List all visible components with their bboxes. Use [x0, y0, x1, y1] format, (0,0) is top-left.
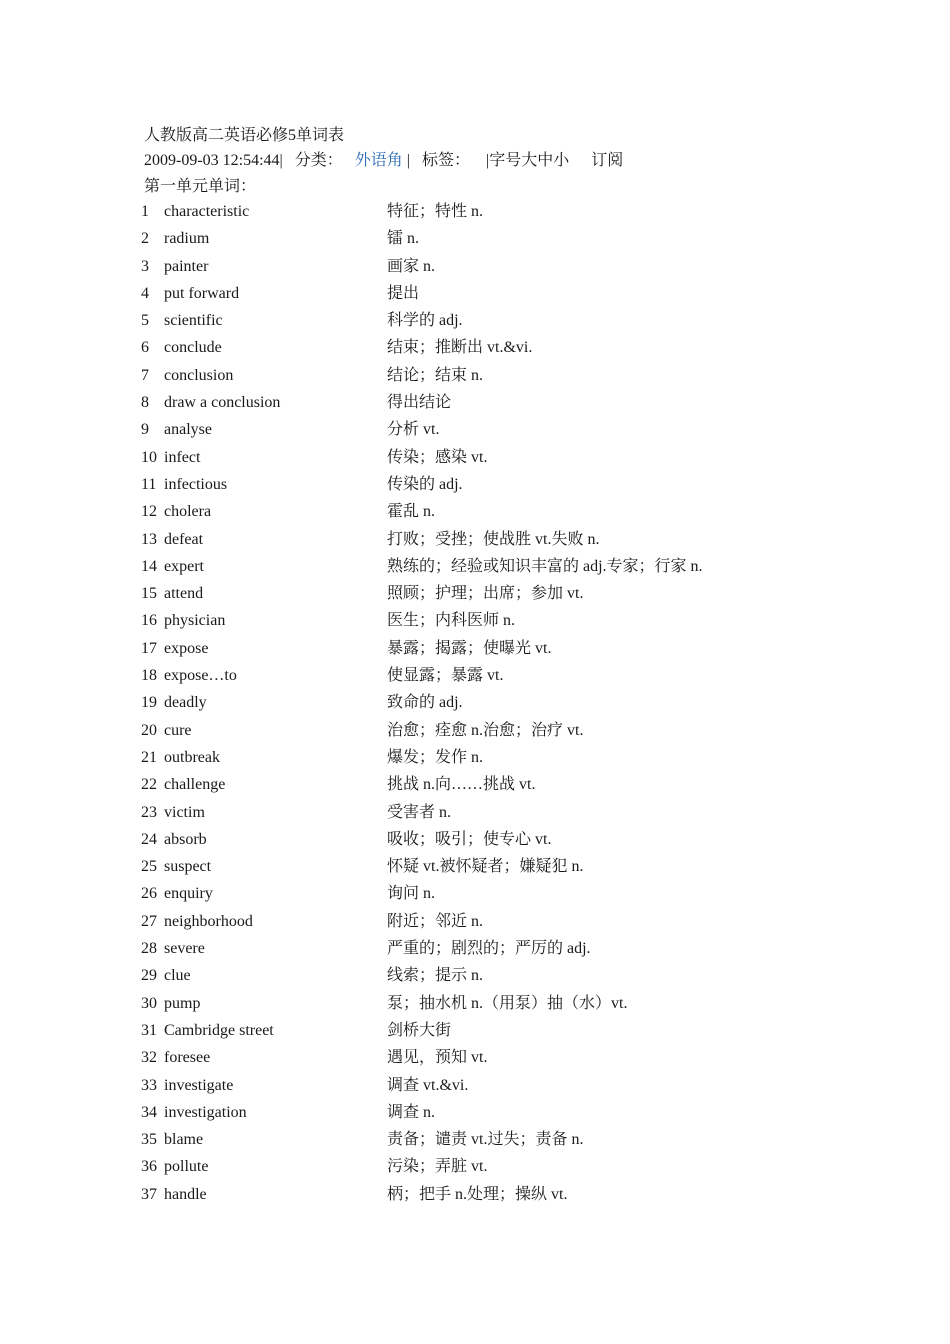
- word-row: [141, 775, 841, 802]
- word-number: 6: [141, 339, 149, 357]
- english-word: expose…to: [164, 667, 237, 685]
- word-row: [141, 939, 841, 966]
- english-word: physician: [164, 612, 226, 630]
- chinese-definition: 结束；推断出 vt.&vi.: [387, 339, 533, 357]
- word-row: [141, 584, 841, 611]
- document-title: 人教版高二英语必修5单词表: [144, 127, 345, 144]
- word-row: [141, 475, 841, 502]
- english-word: challenge: [164, 776, 226, 794]
- word-number: 20: [141, 721, 157, 739]
- word-row: [141, 1021, 841, 1048]
- word-row: [141, 1185, 841, 1212]
- word-number: 29: [141, 967, 157, 985]
- word-number: 21: [141, 748, 157, 766]
- english-word: defeat: [164, 530, 204, 548]
- english-word: suspect: [164, 858, 212, 876]
- chinese-definition: 线索；提示 n.: [387, 967, 484, 985]
- chinese-definition: 严重的；剧烈的；严厉的 adj.: [387, 940, 591, 958]
- english-word: analyse: [164, 421, 212, 439]
- chinese-definition: 暴露；揭露；使曝光 vt.: [387, 639, 552, 657]
- word-number: 19: [141, 694, 157, 712]
- word-number: 24: [141, 830, 157, 848]
- word-number: 37: [141, 1185, 157, 1203]
- word-number: 12: [141, 503, 157, 521]
- english-word: pump: [164, 994, 201, 1012]
- word-number: 16: [141, 612, 157, 630]
- word-number: 27: [141, 912, 157, 930]
- chinese-definition: 剑桥大街: [387, 1021, 452, 1039]
- meta-separator: |: [279, 152, 283, 169]
- word-list: [141, 202, 841, 1212]
- word-row: [141, 639, 841, 666]
- word-number: 10: [141, 448, 157, 466]
- word-number: 13: [141, 530, 157, 548]
- chinese-definition: 画家 n.: [387, 257, 436, 275]
- chinese-definition: 治愈；痊愈 n.治愈；治疗 vt.: [387, 721, 584, 739]
- chinese-definition: 医生；内科医师 n.: [387, 612, 516, 630]
- word-number: 22: [141, 776, 157, 794]
- chinese-definition: 污染；弄脏 vt.: [387, 1158, 488, 1176]
- subscribe-link[interactable]: 订阅: [591, 152, 624, 169]
- english-word: foresee: [164, 1049, 211, 1067]
- chinese-definition: 提出: [387, 284, 420, 302]
- word-number: 11: [141, 475, 157, 493]
- english-word: characteristic: [164, 203, 250, 220]
- word-row: [141, 1076, 841, 1103]
- word-row: [141, 611, 841, 638]
- chinese-definition: 镭 n.: [387, 230, 420, 248]
- english-word: infectious: [164, 475, 228, 493]
- word-row: [141, 693, 841, 720]
- chinese-definition: 受害者 n.: [387, 803, 452, 821]
- english-word: infect: [164, 448, 201, 466]
- word-row: [141, 229, 841, 256]
- font-size-controls[interactable]: |字号大中小: [486, 152, 570, 169]
- chinese-definition: 爆发；发作 n.: [387, 748, 484, 766]
- chinese-definition: 怀疑 vt.被怀疑者；嫌疑犯 n.: [387, 858, 584, 876]
- chinese-definition: 挑战 n.向……挑战 vt.: [387, 776, 536, 794]
- tags-label: 标签：: [421, 152, 470, 169]
- english-word: expert: [164, 557, 204, 575]
- chinese-definition: 得出结论: [387, 394, 452, 412]
- word-number: 31: [141, 1021, 157, 1039]
- chinese-definition: 致命的 adj.: [387, 694, 463, 712]
- chinese-definition: 照顾；护理；出席；参加 vt.: [387, 585, 584, 603]
- chinese-definition: 科学的 adj.: [387, 312, 463, 330]
- word-row: [141, 966, 841, 993]
- word-row: [141, 1103, 841, 1130]
- word-number: 30: [141, 994, 157, 1012]
- post-meta: [144, 151, 623, 171]
- word-number: 15: [141, 585, 157, 603]
- english-word: severe: [164, 940, 205, 958]
- word-number: 4: [141, 284, 149, 302]
- english-word: investigation: [164, 1103, 247, 1121]
- chinese-definition: 泵；抽水机 n.（用泵）抽（水）vt.: [387, 994, 628, 1012]
- word-row: [141, 748, 841, 775]
- word-number: 32: [141, 1049, 157, 1067]
- category-link[interactable]: 外语角: [354, 152, 403, 169]
- word-row: [141, 721, 841, 748]
- word-number: 36: [141, 1158, 157, 1176]
- english-word: victim: [164, 803, 205, 821]
- chinese-definition: 分析 vt.: [387, 421, 440, 439]
- word-number: 23: [141, 803, 157, 821]
- word-row: [141, 994, 841, 1021]
- chinese-definition: 特征；特性 n.: [387, 203, 484, 220]
- chinese-definition: 霍乱 n.: [387, 503, 436, 521]
- english-word: clue: [164, 967, 191, 985]
- word-row: [141, 666, 841, 693]
- chinese-definition: 使显露；暴露 vt.: [387, 667, 504, 685]
- word-row: [141, 202, 841, 229]
- chinese-definition: 柄；把手 n.处理；操纵 vt.: [387, 1185, 568, 1203]
- word-number: 14: [141, 557, 157, 575]
- english-word: cholera: [164, 503, 212, 521]
- word-row: [141, 257, 841, 284]
- word-row: [141, 557, 841, 584]
- english-word: scientific: [164, 312, 223, 330]
- english-word: deadly: [164, 694, 207, 712]
- chinese-definition: 吸收；吸引；使专心 vt.: [387, 830, 552, 848]
- chinese-definition: 传染的 adj.: [387, 475, 463, 493]
- word-row: [141, 1157, 841, 1184]
- word-number: 34: [141, 1103, 157, 1121]
- chinese-definition: 调查 vt.&vi.: [387, 1076, 469, 1094]
- english-word: painter: [164, 257, 209, 275]
- word-number: 33: [141, 1076, 157, 1094]
- word-row: [141, 284, 841, 311]
- word-number: 3: [141, 257, 149, 275]
- word-row: [141, 420, 841, 447]
- word-number: 26: [141, 885, 157, 903]
- word-number: 25: [141, 858, 157, 876]
- word-row: [141, 857, 841, 884]
- category-label: 分类：: [294, 152, 343, 169]
- word-row: [141, 502, 841, 529]
- word-number: 18: [141, 667, 157, 685]
- chinese-definition: 调查 n.: [387, 1103, 436, 1121]
- word-number: 28: [141, 940, 157, 958]
- english-word: neighborhood: [164, 912, 253, 930]
- unit-heading: 第一单元单词：: [144, 178, 257, 195]
- word-row: [141, 366, 841, 393]
- word-number: 2: [141, 230, 149, 248]
- chinese-definition: 遇见，预知 vt.: [387, 1049, 488, 1067]
- post-datetime: 2009-09-03 12:54:44: [144, 152, 280, 169]
- word-number: 5: [141, 312, 149, 330]
- english-word: cure: [164, 721, 192, 739]
- word-row: [141, 393, 841, 420]
- chinese-definition: 附近；邻近 n.: [387, 912, 484, 930]
- english-word: draw a conclusion: [164, 394, 281, 412]
- meta-separator: |: [406, 152, 410, 169]
- english-word: enquiry: [164, 885, 213, 903]
- word-row: [141, 530, 841, 557]
- english-word: Cambridge street: [164, 1021, 274, 1039]
- word-row: [141, 311, 841, 338]
- word-row: [141, 803, 841, 830]
- word-row: [141, 338, 841, 365]
- word-row: [141, 830, 841, 857]
- english-word: expose: [164, 639, 209, 657]
- english-word: handle: [164, 1185, 207, 1203]
- english-word: radium: [164, 230, 210, 248]
- chinese-definition: 打败；受挫；使战胜 vt.失败 n.: [387, 530, 600, 548]
- word-row: [141, 448, 841, 475]
- word-row: [141, 884, 841, 911]
- english-word: investigate: [164, 1076, 234, 1094]
- word-number: 17: [141, 639, 157, 657]
- english-word: conclude: [164, 339, 222, 357]
- word-number: 7: [141, 366, 149, 384]
- chinese-definition: 询问 n.: [387, 885, 436, 903]
- chinese-definition: 熟练的；经验或知识丰富的 adj.专家；行家 n.: [387, 557, 703, 575]
- chinese-definition: 结论；结束 n.: [387, 366, 484, 384]
- word-number: 8: [141, 394, 149, 412]
- word-number: 1: [141, 203, 149, 220]
- english-word: blame: [164, 1131, 204, 1149]
- english-word: pollute: [164, 1158, 209, 1176]
- english-word: conclusion: [164, 366, 234, 384]
- word-row: [141, 1048, 841, 1075]
- english-word: outbreak: [164, 748, 220, 766]
- chinese-definition: 传染；感染 vt.: [387, 448, 488, 466]
- word-row: [141, 1130, 841, 1157]
- word-row: [141, 912, 841, 939]
- english-word: attend: [164, 585, 204, 603]
- word-number: 35: [141, 1131, 157, 1149]
- english-word: put forward: [164, 284, 240, 302]
- chinese-definition: 责备；谴责 vt.过失；责备 n.: [387, 1131, 584, 1149]
- word-number: 9: [141, 421, 149, 439]
- english-word: absorb: [164, 830, 207, 848]
